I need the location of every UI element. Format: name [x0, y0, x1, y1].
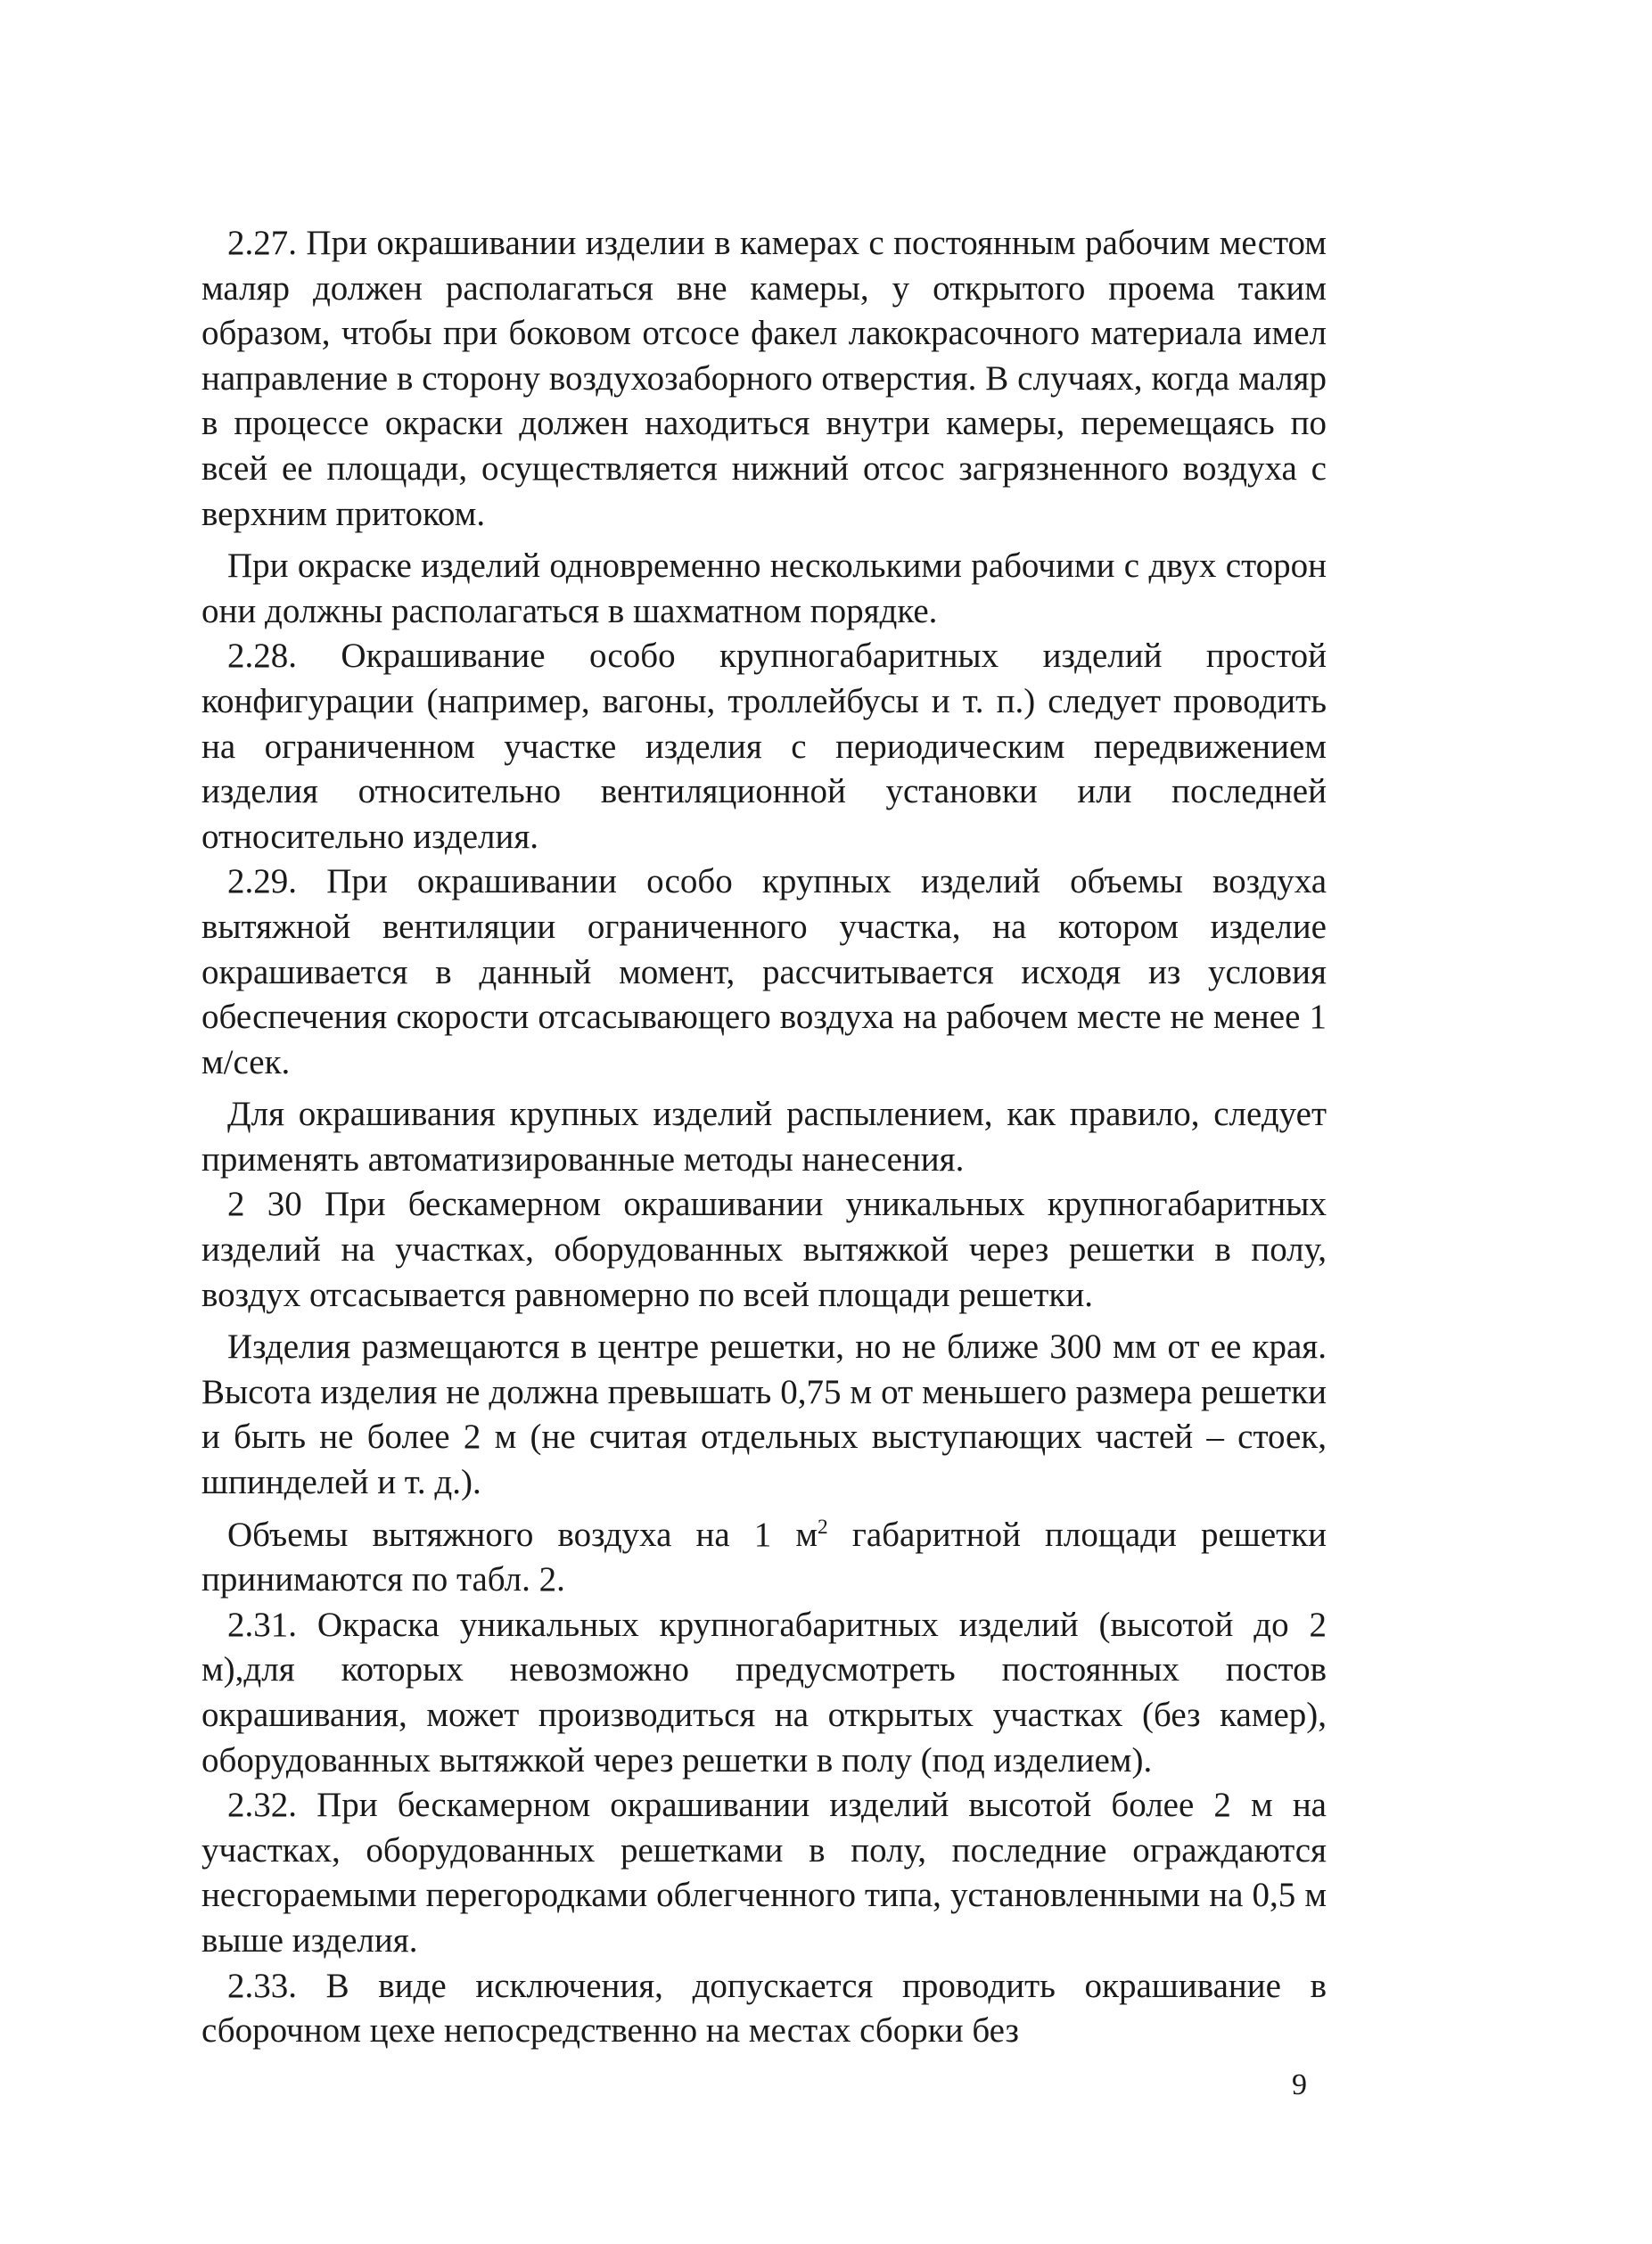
paragraph-2-29-continued: Для окрашивания крупных изделий распылением, как правило, следует применять автоматизированные методы нанесения.	[201, 1095, 1327, 1179]
volume-note-after: габаритной площади решетки принимаются по табл. 2.	[201, 1515, 1327, 1599]
paragraph-2-31: 2.31. Окраска уникальных крупногабаритных изделий (высотой до 2 м),для которых невозможно предусмотреть постоянных постов окрашивания, может производиться на открытых участках (без камер), оборудованных вытяжкой через решетки в полу (под изделием).	[201, 1605, 1327, 1780]
paragraph-2-27: 2.27. При окрашивании изделии в камерах с постоянным рабочим местом маляр должен располагаться вне камеры, у открытого проема таким образом, чтобы при боковом отсосе факел лакокрасочного материала имел направление в сторону воздухозаборного отверстия. В случаях, когда маляр в процессе окраски должен находиться внутри камеры, перемещаясь по всей ее площади, осуществляется нижний отсос загрязненного воздуха с верхним притоком.	[201, 224, 1327, 533]
paragraph-2-29: 2.29. При окрашивании особо крупных изделий объемы воздуха вытяжной вентиляции ограниченного участка, на котором изделие окрашивается в данный момент, рассчитывается исходя из условия обеспечения скорости отсасывающего воздуха на рабочем месте не менее 1 м/сек.	[201, 862, 1327, 1081]
paragraph-2-27-continued: При окраске изделий одновременно несколькими рабочими с двух сторон они должны располагаться в шахматном порядке.	[201, 547, 1327, 630]
paragraph-2-30: 2 30 При бескамерном окрашивании уникальных крупногабаритных изделий на участках, оборудованных вытяжкой через решетки в полу, воздух отсасывается равномерно по всей площади решетки.	[201, 1185, 1327, 1314]
paragraph-2-33: 2.33. В виде исключения, допускается проводить окрашивание в сборочном цехе непосредственно на местах сборки без	[201, 1966, 1327, 2051]
volume-note-superscript: 2	[818, 1515, 828, 1539]
paragraph-2-32: 2.32. При бескамерном окрашивании изделий высотой более 2 м на участках, оборудованных решетками в полу, последние ограждаются несгораемыми перегородками облегченного типа, установленными на 0,5 м выше изделия.	[201, 1786, 1327, 1960]
body-text	[201, 221, 1327, 2054]
paragraph-2-30-placement: Изделия размещаются в центре решетки, но не ближе 300 мм от ее края. Высота изделия не должна превышать 0,75 м от меньшего размера решетки и быть не более 2 м (не считая отдельных выступающих частей – стоек, шпинделей и т. д.).	[201, 1327, 1327, 1502]
volume-note-before: Объемы вытяжного воздуха на 1 м	[227, 1515, 818, 1554]
paragraph-2-28: 2.28. Окрашивание особо крупногабаритных изделий простой конфигурации (например, вагоны, троллейбусы и т. п.) следует проводить на ограниченном участке изделия с периодическим передвижением изделия относительно вентиляционной установки или последней относительно изделия.	[201, 637, 1327, 856]
paragraph-2-30-volumes	[201, 1513, 1327, 1603]
page-number: 9	[1292, 2068, 1307, 2101]
